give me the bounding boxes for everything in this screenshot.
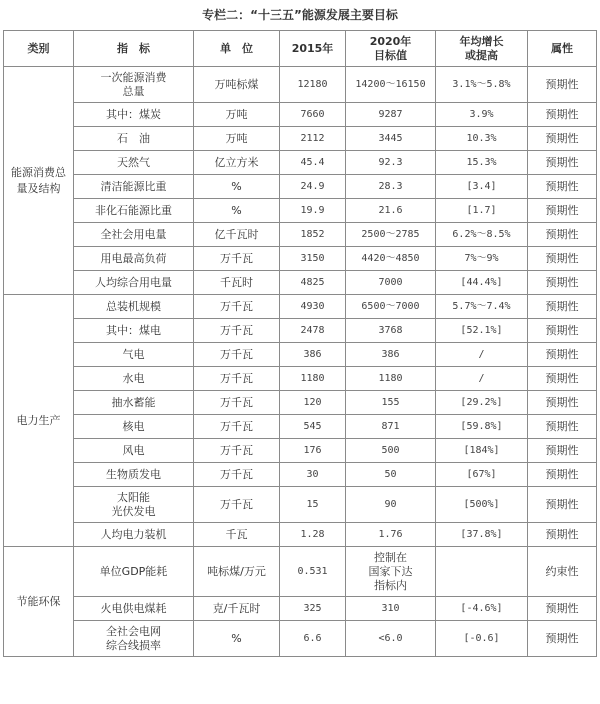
value-2015-cell: 120 — [280, 391, 346, 415]
attribute-cell: 预期性 — [528, 597, 597, 621]
target-text: 92.3 — [378, 156, 403, 168]
growth-cell: 3.9% — [436, 103, 528, 127]
category-cell — [4, 547, 74, 657]
growth-cell: 5.7%～7.4% — [436, 295, 528, 319]
target-2020-cell — [346, 67, 436, 103]
attribute-cell: 预期性 — [528, 415, 597, 439]
indicator-cell — [74, 439, 194, 463]
indicator-cell — [74, 415, 194, 439]
target-text: 控制在 — [374, 550, 407, 564]
target-2020-cell — [346, 151, 436, 175]
target-2020-cell — [346, 463, 436, 487]
target-text: 国家下达 — [368, 564, 413, 578]
table-row — [4, 343, 597, 367]
header-growth-line1: 年均增长 — [459, 34, 504, 48]
unit-cell: 万千瓦 — [194, 247, 280, 271]
indicator-text: 抽水蓄能 — [111, 395, 156, 409]
unit-cell: 万千瓦 — [194, 367, 280, 391]
value-2015-cell: 19.9 — [280, 199, 346, 223]
target-text: 1.76 — [378, 528, 403, 540]
value-2015-cell: 176 — [280, 439, 346, 463]
indicator-text: 光伏发电 — [111, 504, 156, 518]
table-row — [4, 295, 597, 319]
indicator-cell — [74, 621, 194, 657]
value-2015-cell: 386 — [280, 343, 346, 367]
unit-cell: 万千瓦 — [194, 343, 280, 367]
value-2015-cell: 1852 — [280, 223, 346, 247]
attribute-cell: 预期性 — [528, 463, 597, 487]
value-2015-cell: 4825 — [280, 271, 346, 295]
indicator-cell — [74, 343, 194, 367]
header-2020-line2: 目标值 — [374, 48, 407, 62]
unit-cell: 万千瓦 — [194, 487, 280, 523]
value-2015-cell: 12180 — [280, 67, 346, 103]
value-2015-cell: 0.531 — [280, 547, 346, 597]
attribute-cell: 预期性 — [528, 151, 597, 175]
attribute-cell: 预期性 — [528, 67, 597, 103]
indicator-cell — [74, 247, 194, 271]
target-text: 871 — [381, 420, 400, 432]
indicator-text: 综合线损率 — [106, 638, 161, 652]
growth-cell: [1.7] — [436, 199, 528, 223]
target-2020-cell — [346, 271, 436, 295]
indicator-text: 非化石能源比重 — [95, 203, 172, 217]
table-row — [4, 415, 597, 439]
table-row — [4, 621, 597, 657]
growth-cell: [3.4] — [436, 175, 528, 199]
table-row — [4, 103, 597, 127]
unit-cell: 千瓦时 — [194, 271, 280, 295]
indicator-cell — [74, 523, 194, 547]
indicator-text: 用电最高负荷 — [100, 251, 167, 265]
growth-cell: [37.8%] — [436, 523, 528, 547]
target-text: 9287 — [378, 108, 403, 120]
unit-cell: 吨标煤/万元 — [194, 547, 280, 597]
indicator-text: 全社会电网 — [106, 624, 161, 638]
table-row — [4, 439, 597, 463]
growth-cell: [-0.6] — [436, 621, 528, 657]
header-attribute: 属性 — [528, 31, 597, 67]
indicator-cell — [74, 391, 194, 415]
value-2015-cell: 325 — [280, 597, 346, 621]
target-2020-cell — [346, 487, 436, 523]
unit-cell: 万吨 — [194, 103, 280, 127]
attribute-cell: 预期性 — [528, 367, 597, 391]
table-row — [4, 367, 597, 391]
header-category: 类别 — [4, 31, 74, 67]
target-2020-cell — [346, 439, 436, 463]
indicator-text: 生物质发电 — [106, 467, 161, 481]
header-row — [4, 31, 597, 67]
target-text: 50 — [384, 468, 397, 480]
table-row — [4, 463, 597, 487]
attribute-cell: 预期性 — [528, 295, 597, 319]
table-body — [4, 67, 597, 657]
value-2015-cell: 4930 — [280, 295, 346, 319]
unit-cell: % — [194, 175, 280, 199]
indicator-cell — [74, 487, 194, 523]
value-2015-cell: 2478 — [280, 319, 346, 343]
unit-cell: 克/千瓦时 — [194, 597, 280, 621]
target-text: 28.3 — [378, 180, 403, 192]
growth-cell: [184%] — [436, 439, 528, 463]
target-2020-cell — [346, 295, 436, 319]
indicator-cell — [74, 319, 194, 343]
target-text: 21.6 — [378, 204, 403, 216]
target-text: 7000 — [378, 276, 403, 288]
value-2015-cell: 45.4 — [280, 151, 346, 175]
table-row — [4, 319, 597, 343]
header-2020-target — [346, 31, 436, 67]
target-2020-cell — [346, 319, 436, 343]
value-2015-cell: 1.28 — [280, 523, 346, 547]
unit-cell: 亿立方米 — [194, 151, 280, 175]
growth-cell: 3.1%～5.8% — [436, 67, 528, 103]
target-2020-cell — [346, 175, 436, 199]
value-2015-cell: 7660 — [280, 103, 346, 127]
unit-cell: % — [194, 621, 280, 657]
unit-cell: 万千瓦 — [194, 439, 280, 463]
header-indicator: 指 标 — [74, 31, 194, 67]
attribute-cell: 预期性 — [528, 487, 597, 523]
indicator-cell — [74, 463, 194, 487]
target-2020-cell — [346, 597, 436, 621]
target-text: 14200～16150 — [355, 78, 426, 90]
growth-cell: [67%] — [436, 463, 528, 487]
category-label: 节能环保 — [16, 594, 61, 608]
attribute-cell: 预期性 — [528, 247, 597, 271]
indicator-text: 火电供电煤耗 — [100, 601, 167, 615]
target-2020-cell — [346, 547, 436, 597]
target-text: 90 — [384, 498, 397, 510]
header-growth-line2: 或提高 — [465, 48, 498, 62]
growth-cell: [44.4%] — [436, 271, 528, 295]
attribute-cell: 约束性 — [528, 547, 597, 597]
target-text: 2500～2785 — [361, 228, 420, 240]
indicator-text: 人均电力装机 — [100, 527, 167, 541]
growth-cell — [436, 547, 528, 597]
table-row — [4, 127, 597, 151]
value-2015-cell: 545 — [280, 415, 346, 439]
category-label: 量及结构 — [16, 181, 61, 195]
energy-targets-table — [3, 30, 597, 657]
category-label: 能源消费总 — [11, 165, 66, 179]
value-2015-cell: 30 — [280, 463, 346, 487]
target-2020-cell — [346, 621, 436, 657]
table-row — [4, 597, 597, 621]
value-2015-cell: 6.6 — [280, 621, 346, 657]
indicator-text: 总量 — [122, 84, 145, 98]
attribute-cell: 预期性 — [528, 319, 597, 343]
indicator-text: 人均综合用电量 — [95, 275, 172, 289]
target-text: 155 — [381, 396, 400, 408]
unit-cell: 万千瓦 — [194, 295, 280, 319]
unit-cell: 万千瓦 — [194, 463, 280, 487]
target-2020-cell — [346, 415, 436, 439]
header-2015: 2015年 — [280, 31, 346, 67]
target-2020-cell — [346, 391, 436, 415]
category-cell — [4, 67, 74, 295]
value-2015-cell: 15 — [280, 487, 346, 523]
growth-cell: 15.3% — [436, 151, 528, 175]
growth-cell: 6.2%～8.5% — [436, 223, 528, 247]
indicator-text: 水电 — [122, 371, 145, 385]
attribute-cell: 预期性 — [528, 175, 597, 199]
attribute-cell: 预期性 — [528, 223, 597, 247]
table-row — [4, 487, 597, 523]
indicator-cell — [74, 295, 194, 319]
growth-cell: / — [436, 367, 528, 391]
attribute-cell: 预期性 — [528, 391, 597, 415]
indicator-text: 清洁能源比重 — [100, 179, 167, 193]
indicator-text: 气电 — [122, 347, 145, 361]
growth-cell: / — [436, 343, 528, 367]
target-text: <6.0 — [378, 632, 403, 644]
indicator-cell — [74, 597, 194, 621]
value-2015-cell: 2112 — [280, 127, 346, 151]
unit-cell: 亿千瓦时 — [194, 223, 280, 247]
growth-cell: [52.1%] — [436, 319, 528, 343]
target-text: 6500～7000 — [361, 300, 420, 312]
growth-cell: 10.3% — [436, 127, 528, 151]
attribute-cell: 预期性 — [528, 343, 597, 367]
indicator-cell — [74, 547, 194, 597]
category-cell — [4, 295, 74, 547]
indicator-cell — [74, 67, 194, 103]
growth-cell: 7%～9% — [436, 247, 528, 271]
indicator-text: 总装机规模 — [106, 299, 161, 313]
value-2015-cell: 1180 — [280, 367, 346, 391]
target-2020-cell — [346, 103, 436, 127]
target-2020-cell — [346, 127, 436, 151]
attribute-cell: 预期性 — [528, 523, 597, 547]
indicator-text: 其中：煤炭 — [106, 107, 161, 121]
unit-cell: % — [194, 199, 280, 223]
indicator-text: 石 油 — [117, 131, 150, 145]
target-2020-cell — [346, 199, 436, 223]
unit-cell: 万千瓦 — [194, 319, 280, 343]
target-text: 3445 — [378, 132, 403, 144]
indicator-text: 其中：煤电 — [106, 323, 161, 337]
header-unit: 单 位 — [194, 31, 280, 67]
table-title: 专栏二：“十三五”能源发展主要目标 — [202, 8, 398, 22]
unit-cell: 万千瓦 — [194, 415, 280, 439]
target-2020-cell — [346, 247, 436, 271]
table-row — [4, 391, 597, 415]
attribute-cell: 预期性 — [528, 199, 597, 223]
target-2020-cell — [346, 523, 436, 547]
target-text: 386 — [381, 348, 400, 360]
indicator-text: 核电 — [122, 419, 145, 433]
attribute-cell: 预期性 — [528, 103, 597, 127]
indicator-text: 一次能源消费 — [100, 70, 167, 84]
unit-cell: 万千瓦 — [194, 391, 280, 415]
indicator-cell — [74, 367, 194, 391]
category-label: 电力生产 — [16, 413, 61, 427]
attribute-cell: 预期性 — [528, 439, 597, 463]
table-row — [4, 223, 597, 247]
target-text: 4420～4850 — [361, 252, 420, 264]
growth-cell: [59.8%] — [436, 415, 528, 439]
target-2020-cell — [346, 223, 436, 247]
target-2020-cell — [346, 343, 436, 367]
growth-cell: [29.2%] — [436, 391, 528, 415]
indicator-text: 风电 — [122, 443, 145, 457]
target-text: 310 — [381, 602, 400, 614]
indicator-text: 单位GDP能耗 — [99, 564, 168, 578]
table-row — [4, 247, 597, 271]
attribute-cell: 预期性 — [528, 271, 597, 295]
value-2015-cell: 3150 — [280, 247, 346, 271]
indicator-cell — [74, 223, 194, 247]
indicator-text: 太阳能 — [117, 490, 150, 504]
indicator-cell — [74, 151, 194, 175]
growth-cell: [500%] — [436, 487, 528, 523]
table-row — [4, 175, 597, 199]
growth-cell: [-4.6%] — [436, 597, 528, 621]
indicator-text: 天然气 — [117, 155, 150, 169]
table-row — [4, 67, 597, 103]
indicator-cell — [74, 175, 194, 199]
table-row — [4, 523, 597, 547]
header-2020-line1: 2020年 — [369, 34, 412, 48]
table-row — [4, 547, 597, 597]
target-text: 3768 — [378, 324, 403, 336]
indicator-cell — [74, 127, 194, 151]
indicator-text: 全社会用电量 — [100, 227, 167, 241]
attribute-cell: 预期性 — [528, 127, 597, 151]
target-text: 指标内 — [374, 578, 407, 592]
target-text: 1180 — [378, 372, 403, 384]
table-row — [4, 271, 597, 295]
target-2020-cell — [346, 367, 436, 391]
attribute-cell: 预期性 — [528, 621, 597, 657]
unit-cell: 千瓦 — [194, 523, 280, 547]
unit-cell: 万吨 — [194, 127, 280, 151]
target-text: 500 — [381, 444, 400, 456]
table-row — [4, 151, 597, 175]
unit-cell: 万吨标煤 — [194, 67, 280, 103]
indicator-cell — [74, 271, 194, 295]
indicator-cell — [74, 103, 194, 127]
table-row — [4, 199, 597, 223]
header-growth — [436, 31, 528, 67]
indicator-cell — [74, 199, 194, 223]
value-2015-cell: 24.9 — [280, 175, 346, 199]
